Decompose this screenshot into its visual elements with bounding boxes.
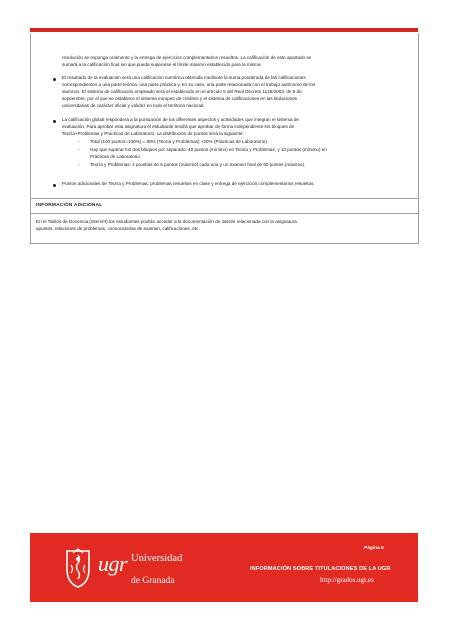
dash-marker: - [78, 139, 80, 144]
text-line: En el Tablón de Docencia (internet) los estudiantes podrán acceder a la documentación de interés relacionada con la asignatura: [36, 219, 298, 224]
text-line: Teoría y Problemas: 4 pruebas de 5 puntos (máximo) cada una y un examen final de 60 puntos (máximo). [90, 162, 306, 167]
university-name-line1: Universidad [131, 553, 183, 564]
footer-info-title: INFORMACIÓN SOBRE TITULACIONES DE LA UGR [250, 566, 391, 572]
text-line: sumará a la calificación final sin que pueda superarse el límite máximo establecido para la misma. [62, 62, 262, 67]
footer-url-link[interactable]: http://grados.ugr.es [320, 576, 374, 584]
text-line: septiembre, por el que se establece el sistema europeo de créditos y el sistema de calificaciones en las titulaciones [62, 96, 297, 101]
text-line: evaluación. Para aprobar esta asignatura el estudiante tendrá que aprobar de forma independiente los bloques de [62, 124, 295, 129]
text-line: Hay que superar los dos bloques por separado: 40 puntos (mínimo) en Teoría y Problemas, y 10 puntos (mínimo) en [90, 147, 327, 152]
bullet-marker [53, 184, 56, 187]
text-line: Total (100 puntos=100%) = 80% (Teoría y Problemas) +20% (Prácticas de Laboratorio) [90, 139, 267, 144]
text-line: La calificación global responderá a la puntuación de los diferentes aspectos y actividades que integran el sistema de [62, 117, 299, 122]
university-name-line2: de Granada [131, 576, 175, 586]
ugr-logotype: ugr [98, 551, 128, 576]
dash-marker: - [78, 147, 80, 152]
bullet-marker [53, 78, 56, 81]
text-line: correspondientes a una parte teórica, una parte práctica y, en su caso, una parte relacionada con el trabajo autónomo de los [62, 82, 316, 87]
bullet-marker [53, 120, 56, 123]
section-divider [30, 198, 418, 199]
top-red-bar [30, 28, 418, 32]
page-number: Página 5 [364, 546, 384, 551]
section-title-additional-info: INFORMACIÓN ADICIONAL [36, 203, 103, 208]
text-line: resolución se exponga oralmente y la entrega de ejercicios complementarios resueltos. La calificación de este apartado se [62, 55, 312, 60]
dash-marker: - [78, 162, 80, 167]
text-line: Teoría+Problemas y Prácticas de Laboratorio. La distribución de puntos será la siguiente: [62, 131, 244, 136]
text-line: alumnos. El sistema de calificación empleado será el establecido en el artículo 5 del Real Decreto 1125/2003, de 5 de [62, 89, 302, 94]
text-line: apuntes, relaciones de problemas, convocatorias de examen, calificaciones, etc. [36, 226, 200, 231]
text-line: universitarias de carácter oficial y validez en todo el territorio nacional. [62, 103, 205, 108]
text-line: Puntos adicionales de Teoría y Problemas: problemas resueltos en clase y entrega de ejercicios complementarios resueltos. [62, 181, 315, 186]
text-line: Prácticas de Laboratorio. [90, 154, 142, 159]
university-seal-icon [63, 547, 93, 589]
text-line: El resultado de la evaluación será una calificación numérica obtenida mediante la suma ponderada de las calificaciones [62, 75, 306, 80]
section-divider [30, 213, 418, 214]
